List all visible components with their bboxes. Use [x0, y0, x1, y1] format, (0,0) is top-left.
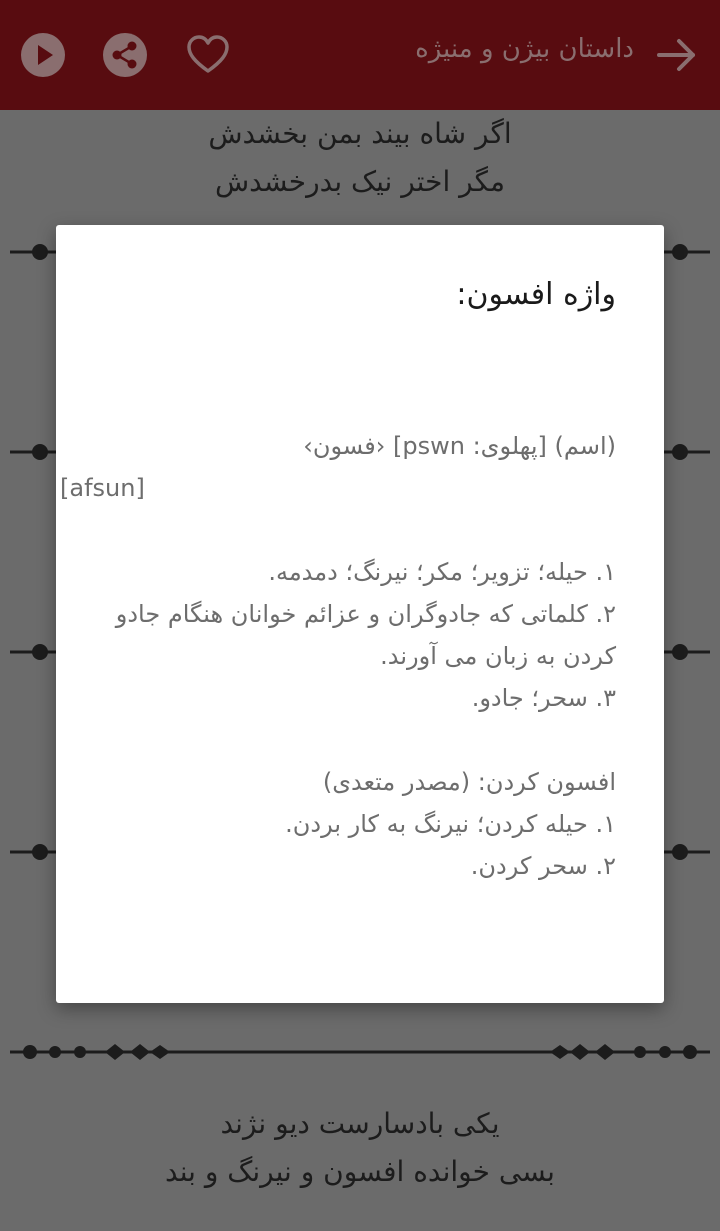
verse-bottom	[0, 1100, 720, 1196]
definition-line: ۲. سحر کردن.	[470, 852, 616, 880]
play-icon[interactable]	[21, 33, 65, 77]
dialog-title: واژه افسون:	[456, 277, 616, 312]
definition-line: ۳. سحر؛ جادو.	[471, 684, 616, 712]
verse-line: مگر اختر نیک بدرخشدش	[214, 165, 506, 198]
verse-line: بسی خوانده افسون و نیرنگ و بند	[165, 1155, 555, 1188]
word-definition-dialog[interactable]	[56, 225, 664, 1003]
definition-line: ۱. حیله؛ تزویر؛ مکر؛ نیرنگ؛ دمدمه.	[268, 558, 616, 586]
verse-line: اگر شاه بیند بمن بخشدش	[208, 117, 512, 150]
ornament-divider	[10, 1032, 710, 1072]
arrow-forward-icon[interactable]	[655, 33, 699, 77]
verse-top	[0, 110, 720, 206]
definition-line: ۲. کلماتی که جادوگران و عزائم خوانان هنگام جادو کردن به زبان می آورند.	[115, 600, 616, 670]
definition-line: (اسم) [پهلوی: pswn] ‹فسون›	[303, 432, 616, 460]
definition-line: [afsun]	[60, 474, 145, 502]
definition-line	[96, 509, 616, 551]
definition-line: افسون کردن: (مصدر متعدی)	[322, 768, 616, 796]
definition-line	[96, 719, 616, 761]
app-title: داستان بیژن و منیژه	[415, 34, 634, 64]
app-bar	[0, 0, 720, 110]
share-icon[interactable]	[103, 33, 147, 77]
heart-icon[interactable]	[186, 33, 230, 77]
definition-line: ۱. حیله کردن؛ نیرنگ به کار بردن.	[285, 810, 616, 838]
verse-line: یکی بادسارست دیو نژند	[220, 1107, 500, 1140]
dialog-body	[60, 425, 616, 887]
